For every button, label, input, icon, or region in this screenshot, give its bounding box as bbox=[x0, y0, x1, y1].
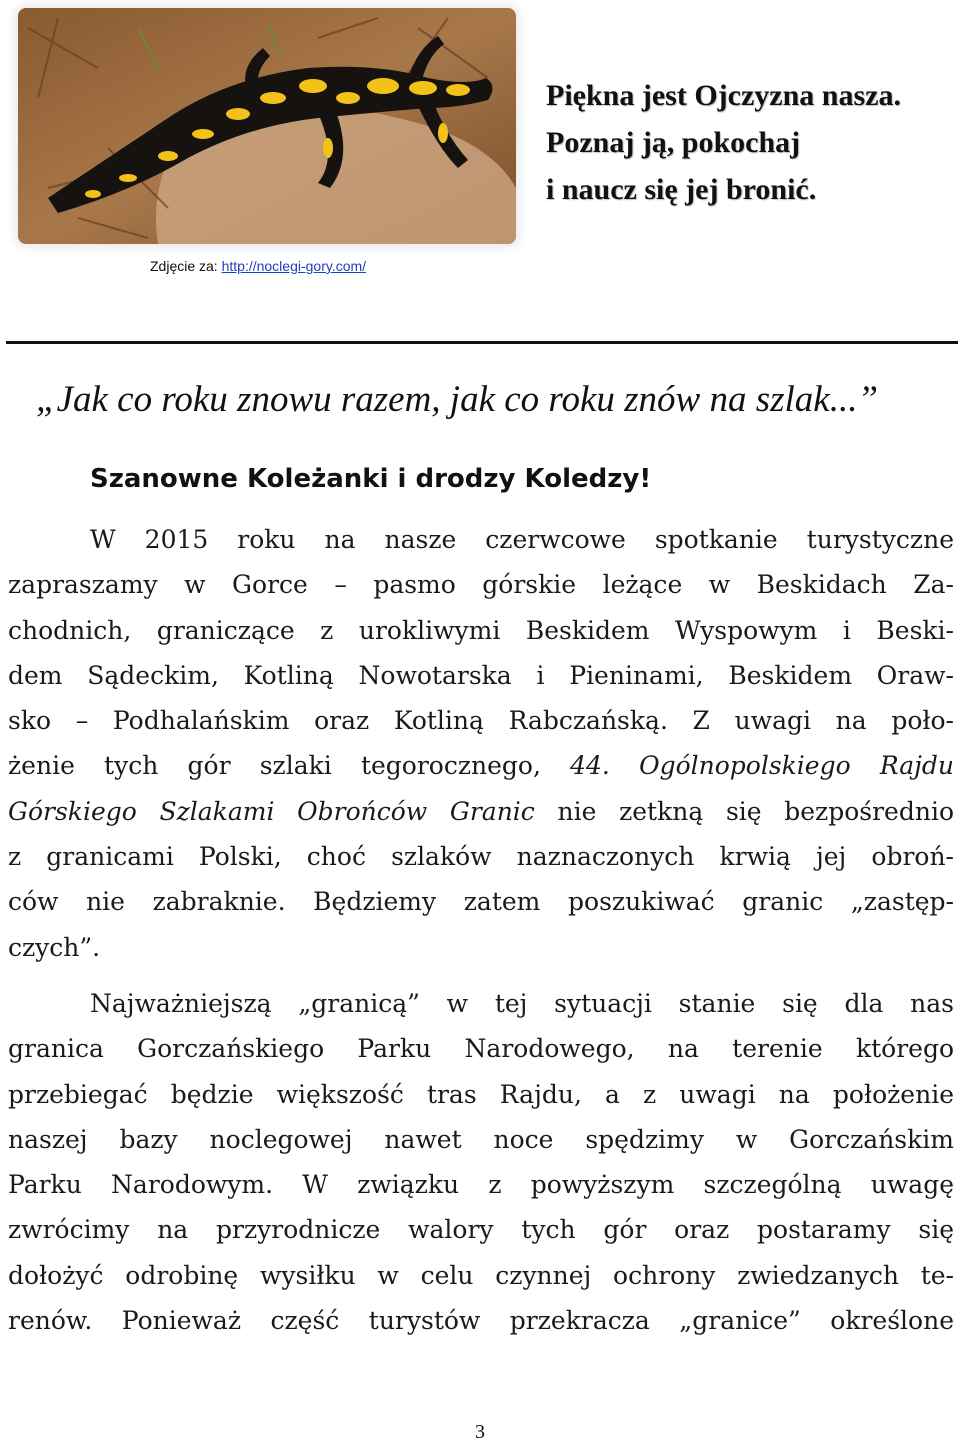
text-line: granica Gorczańskiego Parku Narodowego, na terenie którego bbox=[8, 1034, 954, 1064]
text-line: czych”. bbox=[8, 932, 101, 962]
credit-link[interactable]: http://noclegi-gory.com/ bbox=[221, 258, 367, 274]
rally-name-italic: Górskiego Szlakami Obrońców Granic bbox=[8, 796, 535, 826]
text-line: zwrócimy na przyrodnicze walory tych gór oraz postaramy się bbox=[8, 1215, 954, 1245]
salutation: Szanowne Koleżanki i drodzy Koledzy! bbox=[90, 464, 652, 494]
text-run: nie zetkną się bezpośrednio bbox=[534, 796, 955, 826]
text-line: przebiegać będzie większość tras Rajdu, a z uwagi na położenie bbox=[8, 1079, 954, 1109]
rally-name-italic: 44. Ogólnopolskiego Rajdu bbox=[570, 751, 954, 781]
paragraph-1 bbox=[8, 517, 954, 970]
text-line bbox=[8, 789, 954, 834]
text-line: z granicami Polski, choć szlaków naznaczonych krwią jej obroń- bbox=[8, 842, 954, 872]
page-title: „Jak co roku znowu razem, jak co roku znów na szlak...” bbox=[36, 379, 879, 420]
motto-line-2: Poznaj ją, pokochaj bbox=[546, 126, 801, 159]
text-line bbox=[8, 743, 954, 788]
photo-credit bbox=[150, 258, 366, 274]
text-line: W 2015 roku na nasze czerwcowe spotkanie turystyczne bbox=[90, 525, 954, 554]
motto-line-1: Piękna jest Ojczyzna nasza. bbox=[546, 79, 901, 112]
motto bbox=[546, 72, 946, 213]
text-line: renów. Ponieważ część turystów przekracza „granice” określone bbox=[8, 1306, 954, 1336]
text-line: dołożyć odrobinę wysiłku w celu czynnej ochrony zwiedzanych te- bbox=[8, 1260, 954, 1290]
page-number: 3 bbox=[475, 1421, 485, 1443]
text-line: zapraszamy w Gorce – pasmo górskie leżące w Beskidach Za- bbox=[8, 570, 954, 600]
text-line: Parku Narodowym. W związku z powyższym szczególną uwagę bbox=[8, 1170, 954, 1200]
salamander-photo bbox=[18, 8, 516, 244]
paragraph-2 bbox=[8, 981, 954, 1343]
motto-line-3: i naucz się jej bronić. bbox=[546, 173, 817, 206]
text-line: sko – Podhalańskim oraz Kotliną Rabczańską. Z uwagi na poło- bbox=[8, 706, 954, 736]
text-run: żenie tych gór szlaki tegorocznego, bbox=[8, 751, 571, 781]
text-line: naszej bazy noclegowej nawet noce spędzimy w Gorczańskim bbox=[8, 1124, 954, 1154]
text-line: chodnich, graniczące z urokliwymi Beskidem Wyspowym i Beski- bbox=[8, 615, 954, 645]
text-line: Najważniejszą „granicą” w tej sytuacji stanie się dla nas bbox=[90, 989, 954, 1018]
horizontal-rule bbox=[6, 341, 958, 344]
text-line: dem Sądeckim, Kotliną Nowotarska i Pieninami, Beskidem Oraw- bbox=[8, 660, 954, 690]
credit-prefix: Zdjęcie za: bbox=[150, 258, 218, 274]
text-line: ców nie zabraknie. Będziemy zatem poszukiwać granic „zastęp- bbox=[8, 887, 954, 917]
